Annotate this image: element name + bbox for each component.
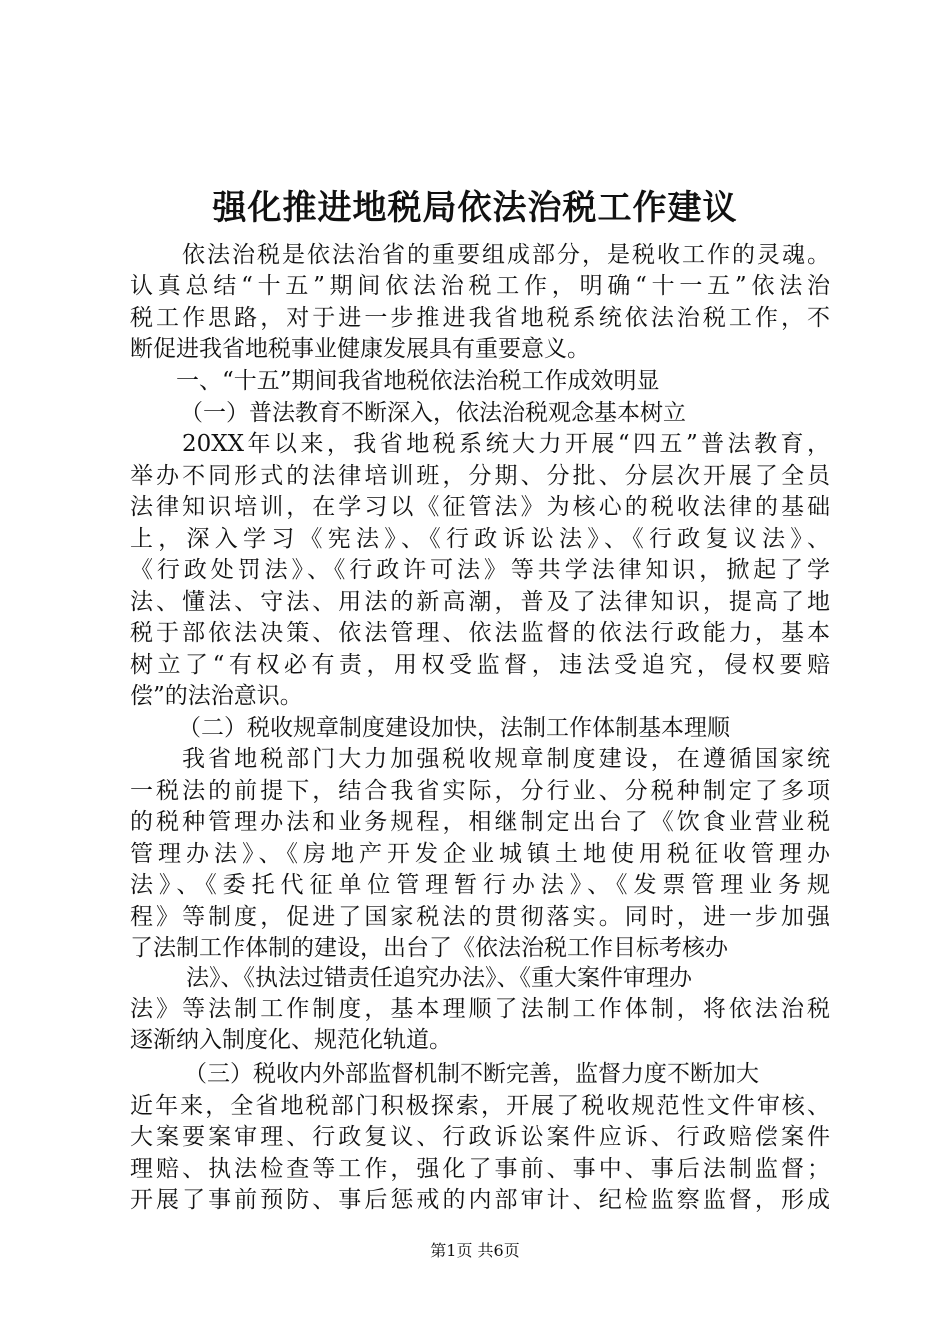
body-text-line: 法》等法制工作制度，基本理顺了法制工作体制，将依法治税 xyxy=(130,996,830,1022)
page-footer: 第1页 共6页 xyxy=(430,1241,520,1260)
body-text-line: 大案要案审理、行政复议、行政诉讼案件应诉、行政赔偿案件 xyxy=(130,1124,830,1150)
body-text-line: 税于部依法决策、依法管理、依法监督的依法行政能力，基本 xyxy=(130,620,830,646)
body-text-line: 偿”的法治意识。 xyxy=(130,683,303,709)
body-text-line: 管理办法》、《房地产开发企业城镇土地使用税征收管理办 xyxy=(130,841,830,867)
body-text-line: 依法治税是依法治省的重要组成部分，是税收工作的灵魂。 xyxy=(182,242,830,268)
body-text-line: 逐渐纳入制度化、规范化轨道。 xyxy=(130,1027,452,1053)
body-text-line: （一）普法教育不断深入，依法治税观念基本树立 xyxy=(180,400,686,426)
body-text-line: 上，深入学习《宪法》、《行政诉讼法》、《行政复议法》、 xyxy=(130,526,830,552)
body-text-line: 法律知识培训，在学习以《征管法》为核心的税收法律的基础 xyxy=(130,494,830,520)
body-text-line: 法、懂法、守法、用法的新高潮，普及了法律知识，提高了地 xyxy=(130,589,830,615)
body-text-line: 法》、《执法过错责任追究办法》、《重大案件审理办 xyxy=(186,965,692,991)
body-text-line: 了法制工作体制的建设，出台了《依法治税工作目标考核办 xyxy=(130,935,728,961)
body-text-line: 断促进我省地税事业健康发展具有重要意义。 xyxy=(130,336,590,362)
body-text-line: 理赔、执法检查等工作，强化了事前、事中、事后法制监督； xyxy=(130,1156,830,1182)
body-text-line: （二）税收规章制度建设加快，法制工作体制基本理顺 xyxy=(178,715,730,741)
body-text-line: 法》、《委托代征单位管理暂行办法》、《发票管理业务规 xyxy=(130,872,830,898)
body-text-line: 程》等制度，促进了国家税法的贯彻落实。同时，进一步加强 xyxy=(130,904,830,930)
body-text-line: （三）税收内外部监督机制不断完善，监督力度不断加大 xyxy=(184,1061,759,1087)
body-text-line: 《行政处罚法》、《行政许可法》等共学法律知识，掀起了学 xyxy=(130,557,830,583)
body-text-line: 一、“十五”期间我省地税依法治税工作成效明显 xyxy=(176,368,660,394)
body-text-line: 举办不同形式的法律培训班，分期、分批、分层次开展了全员 xyxy=(130,463,830,489)
document-title: 强化推进地税局依法治税工作建议 xyxy=(212,188,738,228)
body-text-line: 开展了事前预防、事后惩戒的内部审计、纪检监察监督，形成 xyxy=(130,1187,830,1213)
body-text-line: 税工作思路，对于进一步推进我省地税系统依法治税工作，不 xyxy=(130,305,830,331)
body-text-line: 一税法的前提下，结合我省实际，分行业、分税种制定了多项 xyxy=(130,778,830,804)
body-text-line: 近年来，全省地税部门积极探索，开展了税收规范性文件审核、 xyxy=(130,1093,830,1119)
body-text-line: 认真总结“十五”期间依法治税工作，明确“十一五”依法治 xyxy=(130,273,830,299)
body-text-line: 20XX年以来，我省地税系统大力开展“四五”普法教育， xyxy=(182,431,830,457)
body-text-line: 的税种管理办法和业务规程，相继制定出台了《饮食业营业税 xyxy=(130,809,830,835)
body-text-line: 树立了“有权必有责，用权受监督，违法受追究，侵权要赔 xyxy=(130,652,830,678)
body-text-line: 我省地税部门大力加强税收规章制度建设，在遵循国家统 xyxy=(182,746,830,772)
